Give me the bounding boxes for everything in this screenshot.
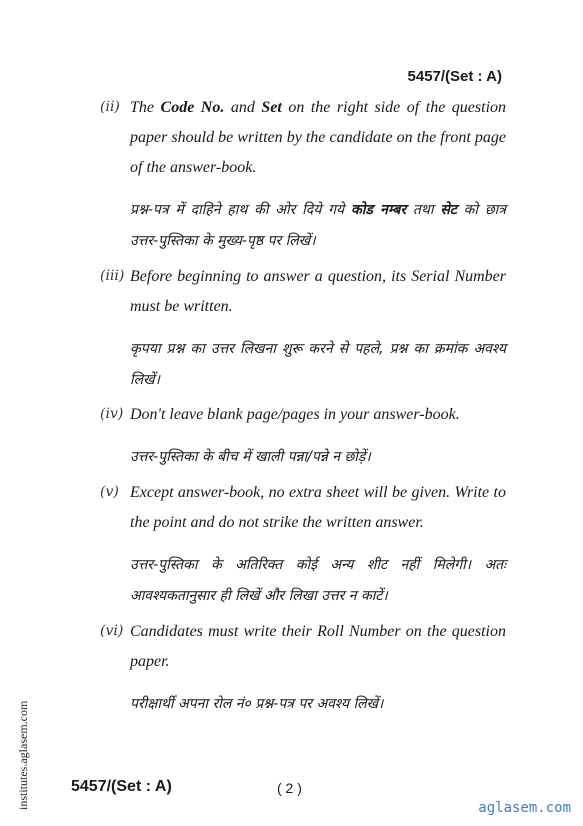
brand-watermark: aglasem.com [478, 800, 571, 816]
instruction-item-ii [100, 93, 506, 257]
item-number: (ii) [100, 99, 120, 115]
instruction-hindi: उत्तर-पुस्तिका के बीच में खाली पन्ना/पन्ने न छोड़ें। [130, 449, 371, 465]
item-number: (vi) [100, 623, 124, 639]
instruction-english: The Code No. and Set on the right side of the question paper should be written by the candidate on the front page of the answer-book. [130, 99, 507, 176]
bold-term-code-no: Code No. [160, 99, 225, 116]
bold-term-set-hindi: सेट [440, 202, 457, 218]
bold-term-code-hindi: कोड नम्बर [350, 202, 407, 218]
item-number: (iii) [100, 268, 125, 284]
page-header-code: 5457/(Set : A) [407, 68, 502, 85]
instruction-english: Candidates must write their Roll Number on the question paper. [130, 623, 506, 670]
instruction-item-iii [100, 262, 506, 396]
instruction-hindi: परीक्षार्थी अपना रोल नं० प्रश्न-पत्र पर अवश्य लिखें। [130, 696, 384, 712]
item-number: (iv) [100, 406, 124, 422]
instruction-english: Before beginning to answer a question, its Serial Number must be written. [130, 268, 506, 315]
instruction-english: Except answer-book, no extra sheet will be given. Write to the point and do not strike the written answer. [130, 484, 506, 531]
instruction-item-vi [100, 617, 506, 720]
instruction-hindi: कृपया प्रश्न का उत्तर लिखना शुरू करने से पहले, प्रश्न का क्रमांक अवश्य लिखें। [130, 341, 506, 388]
instruction-english: Don't leave blank page/pages in your answer-book. [130, 406, 460, 423]
bold-term-set: Set [261, 99, 282, 116]
page-number: ( 2 ) [277, 780, 302, 796]
instruction-hindi: प्रश्न-पत्र में दाहिने हाथ की ओर दिये गये कोड नम्बर तथा सेट को छात्र उत्तर-पुस्तिका के मुख्य-पृष्ठ पर लिखें। [130, 202, 507, 249]
side-watermark: institutes.aglasem.com [16, 700, 30, 810]
item-number: (v) [100, 484, 119, 500]
instruction-hindi: उत्तर-पुस्तिका के अतिरिक्त कोई अन्य शीट नहीं मिलेगी। अतः आवश्यकतानुसार ही लिखें और लिखा उत्तर न काटें। [130, 557, 506, 604]
instruction-item-v [100, 478, 506, 612]
footer-code: 5457/(Set : A) [71, 778, 172, 795]
instruction-item-iv [100, 400, 506, 473]
